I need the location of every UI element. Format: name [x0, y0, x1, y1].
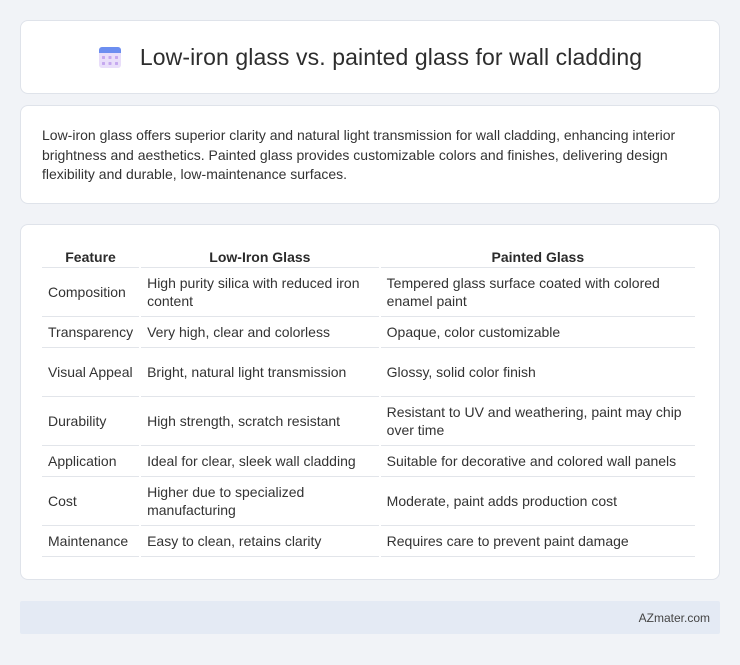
low-iron-cell: Very high, clear and colorless: [141, 317, 379, 348]
footer-site-link[interactable]: AZmater.com: [638, 610, 710, 625]
painted-cell: Tempered glass surface coated with colored enamel paint: [381, 268, 695, 317]
feature-cell: Maintenance: [42, 526, 139, 557]
intro-text: Low-iron glass offers superior clarity and natural light transmission for wall cladding, enhancing interior brightness and aesthetics. Painted glass provides customizable colors and finishes, delivering design flexibility and durable, low-maintenance surfaces.: [42, 127, 676, 182]
table-row: [42, 526, 695, 557]
painted-cell: Requires care to prevent paint damage: [381, 526, 695, 557]
table-row: [42, 268, 695, 317]
table-row: [42, 348, 695, 397]
feature-cell: Transparency: [42, 317, 139, 348]
painted-cell: Glossy, solid color finish: [381, 348, 695, 397]
feature-cell: Cost: [42, 477, 139, 526]
low-iron-cell: High strength, scratch resistant: [141, 397, 379, 446]
header-low-iron: Low-Iron Glass: [141, 244, 379, 268]
table-row: [42, 397, 695, 446]
table-row: [42, 477, 695, 526]
page-title: Low-iron glass vs. painted glass for wall cladding: [139, 43, 643, 70]
feature-cell: Durability: [42, 397, 139, 446]
header-painted: Painted Glass: [381, 244, 695, 268]
feature-cell: Composition: [42, 268, 139, 317]
intro-card: [20, 105, 720, 204]
low-iron-cell: Easy to clean, retains clarity: [141, 526, 379, 557]
table-row: [42, 446, 695, 477]
title-wrap: [98, 44, 642, 71]
low-iron-cell: Ideal for clear, sleek wall cladding: [141, 446, 379, 477]
low-iron-cell: High purity silica with reduced iron content: [141, 268, 379, 317]
table-row: [42, 317, 695, 348]
footer-bar: [20, 601, 720, 634]
feature-cell: Visual Appeal: [42, 348, 139, 397]
painted-cell: Moderate, paint adds production cost: [381, 477, 695, 526]
painted-cell: Suitable for decorative and colored wall panels: [381, 446, 695, 477]
painted-cell: Opaque, color customizable: [381, 317, 695, 348]
table-header-row: [42, 244, 695, 268]
calendar-grid-icon: [98, 45, 122, 69]
comparison-table: [40, 244, 697, 557]
painted-cell: Resistant to UV and weathering, paint may chip over time: [381, 397, 695, 446]
title-card: [20, 20, 720, 94]
feature-cell: Application: [42, 446, 139, 477]
comparison-card: [20, 224, 720, 580]
low-iron-cell: Higher due to specialized manufacturing: [141, 477, 379, 526]
low-iron-cell: Bright, natural light transmission: [141, 348, 379, 397]
header-feature: Feature: [42, 244, 139, 268]
